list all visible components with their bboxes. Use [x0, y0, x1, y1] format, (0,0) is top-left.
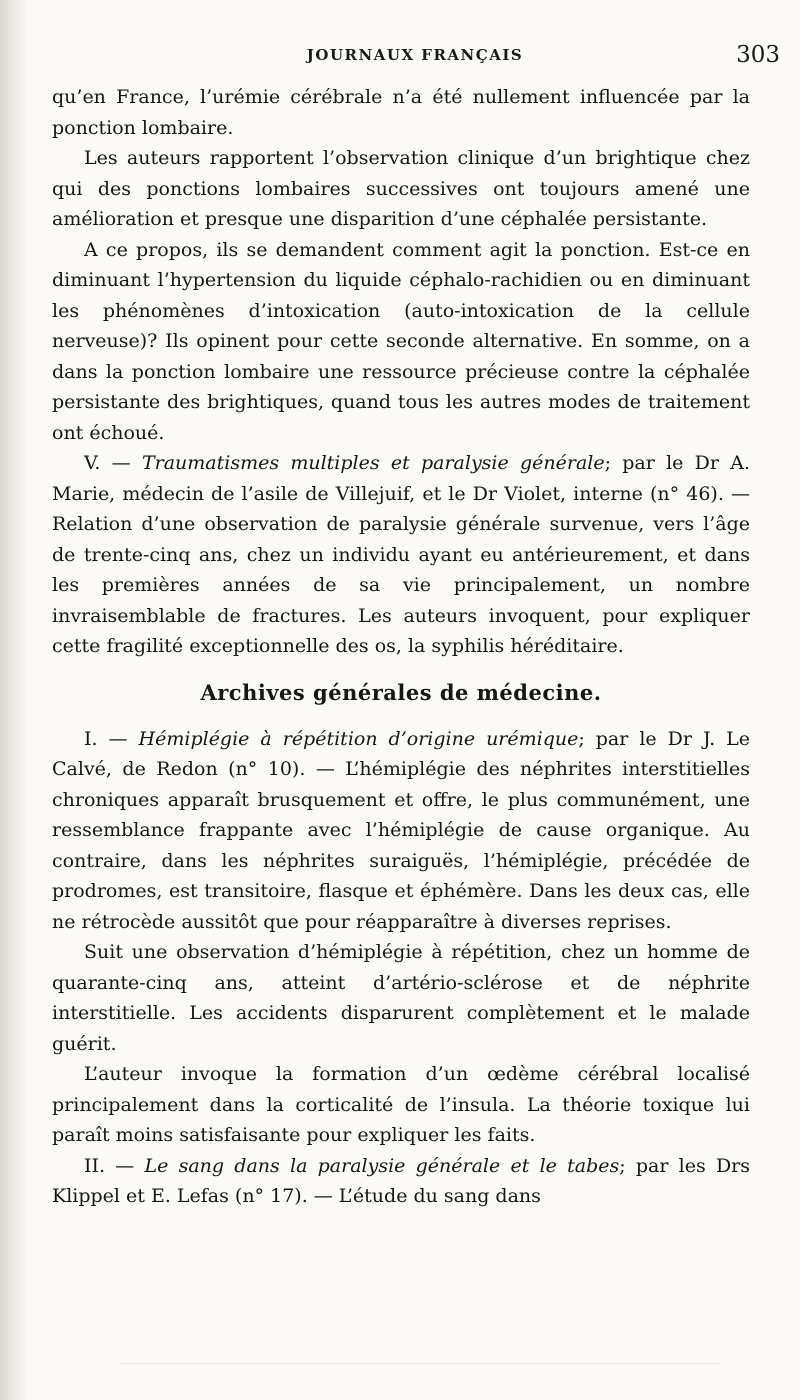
body-text [52, 82, 750, 1212]
item-numeral: I. — [84, 727, 128, 750]
paragraph-ponction-mechanism: A ce propos, ils se demandent comment agit la ponction. Est-ce en diminuant l’hypertension du liquide céphalo-rachidien ou en diminuant les phénomènes d’intoxication (auto-intoxication de la cellule nerveuse)? Ils opinent pour cette seconde alternative. En somme, on a dans la ponction lombaire une ressource précieuse contre la céphalée persistante des brightiques, quand tous les autres modes de traitement ont échoué. [52, 238, 750, 444]
paragraph-traumatismes [52, 448, 750, 662]
article-body: ; par le Dr A. Marie, médecin de l’asile de Villejuif, et le Dr Violet, interne (n° 46). — Relation d’une observation de paralysie générale survenue, vers l’âge de trente-cinq ans, chez un individu ayant eu antérieurement, et dans les premières années de sa vie principalement, un nombre invraisemblable de fractures. Les auteurs invoquent, pour expliquer cette fragilité exceptionnelle des os, la syphilis héréditaire. [52, 452, 750, 657]
paragraph-sang-paralysie [52, 1151, 750, 1212]
paragraph-brightique-observation: Les auteurs rapportent l’observation clinique d’un brightique chez qui des ponctions lombaires successives ont toujours amené une amélioration et presque une disparition d’une céphalée persistante. [52, 147, 750, 230]
item-numeral: II. — [84, 1154, 135, 1177]
paragraph-oedeme-cerebral: L’auteur invoque la formation d’un œdème cérébral localisé principalement dans la corticalité de l’insula. La théorie toxique lui paraît moins satisfaisante pour expliquer les faits. [52, 1063, 750, 1146]
page-bottom-rule [120, 1363, 720, 1378]
paragraph-uremie-continuation: qu’en France, l’urémie cérébrale n’a été nullement influencée par la ponction lombaire. [52, 86, 750, 139]
paragraph-observation-hemiplegie: Suit une observation d’hémiplégie à répétition, chez un homme de quarante-cinq ans, atteint d’artério-sclérose et de néphrite interstitielle. Les accidents disparurent complètement et le malade guérit. [52, 941, 750, 1055]
article-body: ; par les Drs Klippel et E. Lefas (n° 17). — L’étude du sang dans [52, 1154, 751, 1207]
article-title: Traumatismes multiples et paralysie générale [141, 452, 605, 474]
item-numeral: V. — [84, 452, 131, 474]
paragraph-hemiplegie [52, 724, 750, 938]
section-heading-archives: Archives générales de médecine. [200, 679, 602, 705]
page-number: 303 [736, 42, 780, 68]
article-title: Hémiplégie à répétition d’origine urémique [138, 727, 579, 750]
article-body: ; par le Dr J. Le Calvé, de Redon (n° 10). — L’hémiplégie des néphrites interstitielles chroniques apparaît brusquement et offre, le plus communément, une ressemblance frappante avec l’hémiplégie de cause organique. Au contraire, dans les néphrites suraiguës, l’hémiplégie, précédée de prodromes, est transitoire, flasque et éphémère. Dans les deux cas, elle ne rétrocède aussitôt que pour réapparaître à diverses reprises. [52, 727, 750, 933]
running-head [50, 42, 780, 72]
running-title: JOURNAUX FRANÇAIS [306, 46, 524, 64]
article-title: Le sang dans la paralysie générale et le tabes [144, 1154, 620, 1177]
